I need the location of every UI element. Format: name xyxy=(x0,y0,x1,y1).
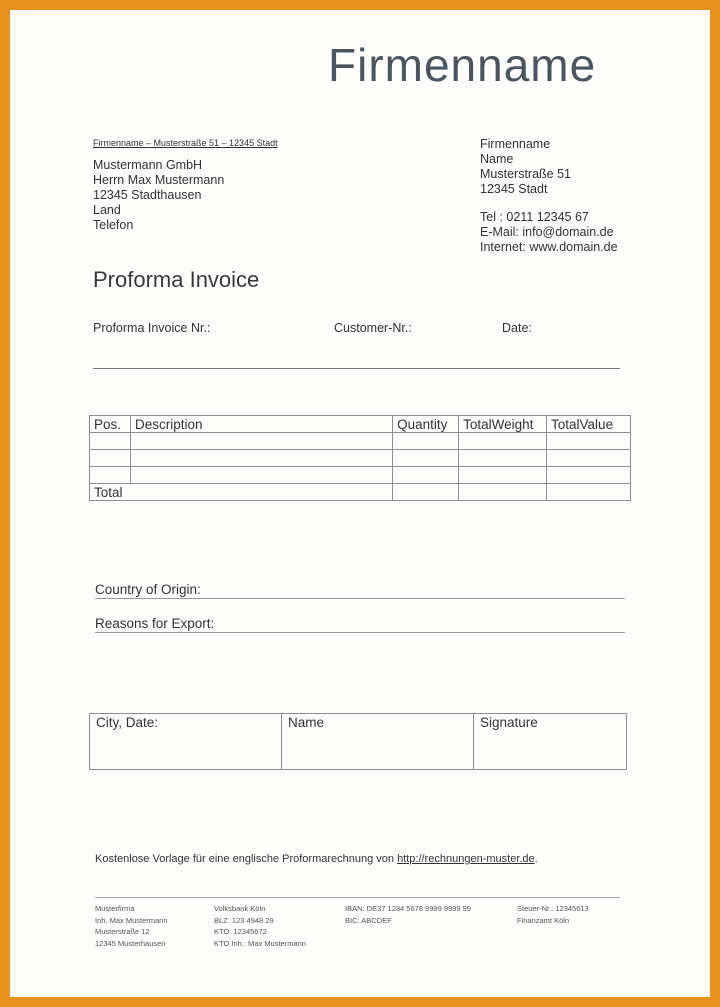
column-header-total-weight: TotalWeight xyxy=(459,416,547,433)
recipient-line: Herrn Max Mustermann xyxy=(93,173,225,187)
signature-box xyxy=(89,713,627,770)
meta-divider xyxy=(93,368,620,369)
reasons-for-export-line xyxy=(95,632,625,633)
items-table xyxy=(89,415,631,501)
footer-divider xyxy=(95,897,620,898)
template-note xyxy=(95,853,538,865)
contact-tel: Tel : 0211 12345 67 xyxy=(480,210,589,224)
column-header-quantity: Quantity xyxy=(393,416,459,433)
reasons-for-export-label: Reasons for Export: xyxy=(95,616,215,631)
footer-line: 12345 Musterhausen xyxy=(95,938,166,948)
footer-line: Musterstraße 12 xyxy=(95,927,150,936)
document-title: Proforma Invoice xyxy=(93,267,260,292)
country-of-origin-line xyxy=(95,598,625,599)
template-note-end: . xyxy=(534,853,538,865)
contact-line: Musterstraße 51 xyxy=(480,167,572,181)
contact-line: Name xyxy=(480,152,514,166)
table-header-row xyxy=(90,416,631,433)
invoice-number-label: Proforma Invoice Nr.: xyxy=(93,321,211,335)
footer-iban xyxy=(345,903,471,926)
footer-line: KTO: 12345672 xyxy=(214,927,267,936)
recipient-address xyxy=(93,158,224,233)
table-row xyxy=(90,450,631,467)
table-total-row xyxy=(90,484,631,501)
table-row xyxy=(90,433,631,450)
footer-company xyxy=(95,903,168,949)
column-header-total-value: TotalValue xyxy=(547,416,631,433)
footer-bank xyxy=(214,903,306,949)
country-of-origin-label: Country of Origin: xyxy=(95,582,201,597)
contact-line: Firmenname xyxy=(480,137,551,151)
footer-line: Musterfirma xyxy=(95,904,135,913)
signature-label: Signature xyxy=(480,715,538,730)
company-name: Firmenname xyxy=(328,39,597,91)
date-label: Date: xyxy=(502,321,532,335)
recipient-line: Land xyxy=(93,203,121,217)
recipient-line: Telefon xyxy=(93,218,134,232)
footer-line: Inh. Max Mustermann xyxy=(95,915,168,925)
customer-number-label: Customer-Nr.: xyxy=(334,321,412,335)
recipient-line: Mustermann GmbH xyxy=(93,158,203,172)
total-label: Total xyxy=(90,484,393,501)
footer-line: Finanzamt Köln xyxy=(517,915,570,925)
sender-return-address: Firmenname – Musterstraße 51 – 12345 Stadt xyxy=(93,138,278,148)
column-header-description: Description xyxy=(130,416,392,433)
sender-contact-block xyxy=(480,137,618,255)
footer-line: IBAN: DE37 1234 5678 9999 9999 99 xyxy=(345,904,471,913)
name-label: Name xyxy=(282,714,474,769)
footer-line: Volksbank Köln xyxy=(214,904,266,913)
contact-internet: Internet: www.domain.de xyxy=(480,240,618,254)
footer-line: KTO Inh.: Max Mustermann xyxy=(214,938,306,948)
contact-line: 12345 Stadt xyxy=(480,182,548,196)
column-header-pos: Pos. xyxy=(90,416,131,433)
recipient-line: 12345 Stadthausen xyxy=(93,188,202,202)
city-date-label: City, Date: xyxy=(90,714,282,769)
template-note-link[interactable]: http://rechnungen-muster.de xyxy=(397,853,535,865)
footer-line: BLZ: 123 4948 29 xyxy=(214,915,274,925)
footer-line: BIC: ABCDEF xyxy=(345,915,392,925)
table-row xyxy=(90,467,631,484)
template-note-text: Kostenlose Vorlage für eine englische Proformarechnung von xyxy=(95,853,398,865)
footer-tax xyxy=(517,903,589,926)
contact-email: E-Mail: info@domain.de xyxy=(480,225,614,239)
footer-line: Steuer-Nr.: 12345613 xyxy=(517,904,589,913)
